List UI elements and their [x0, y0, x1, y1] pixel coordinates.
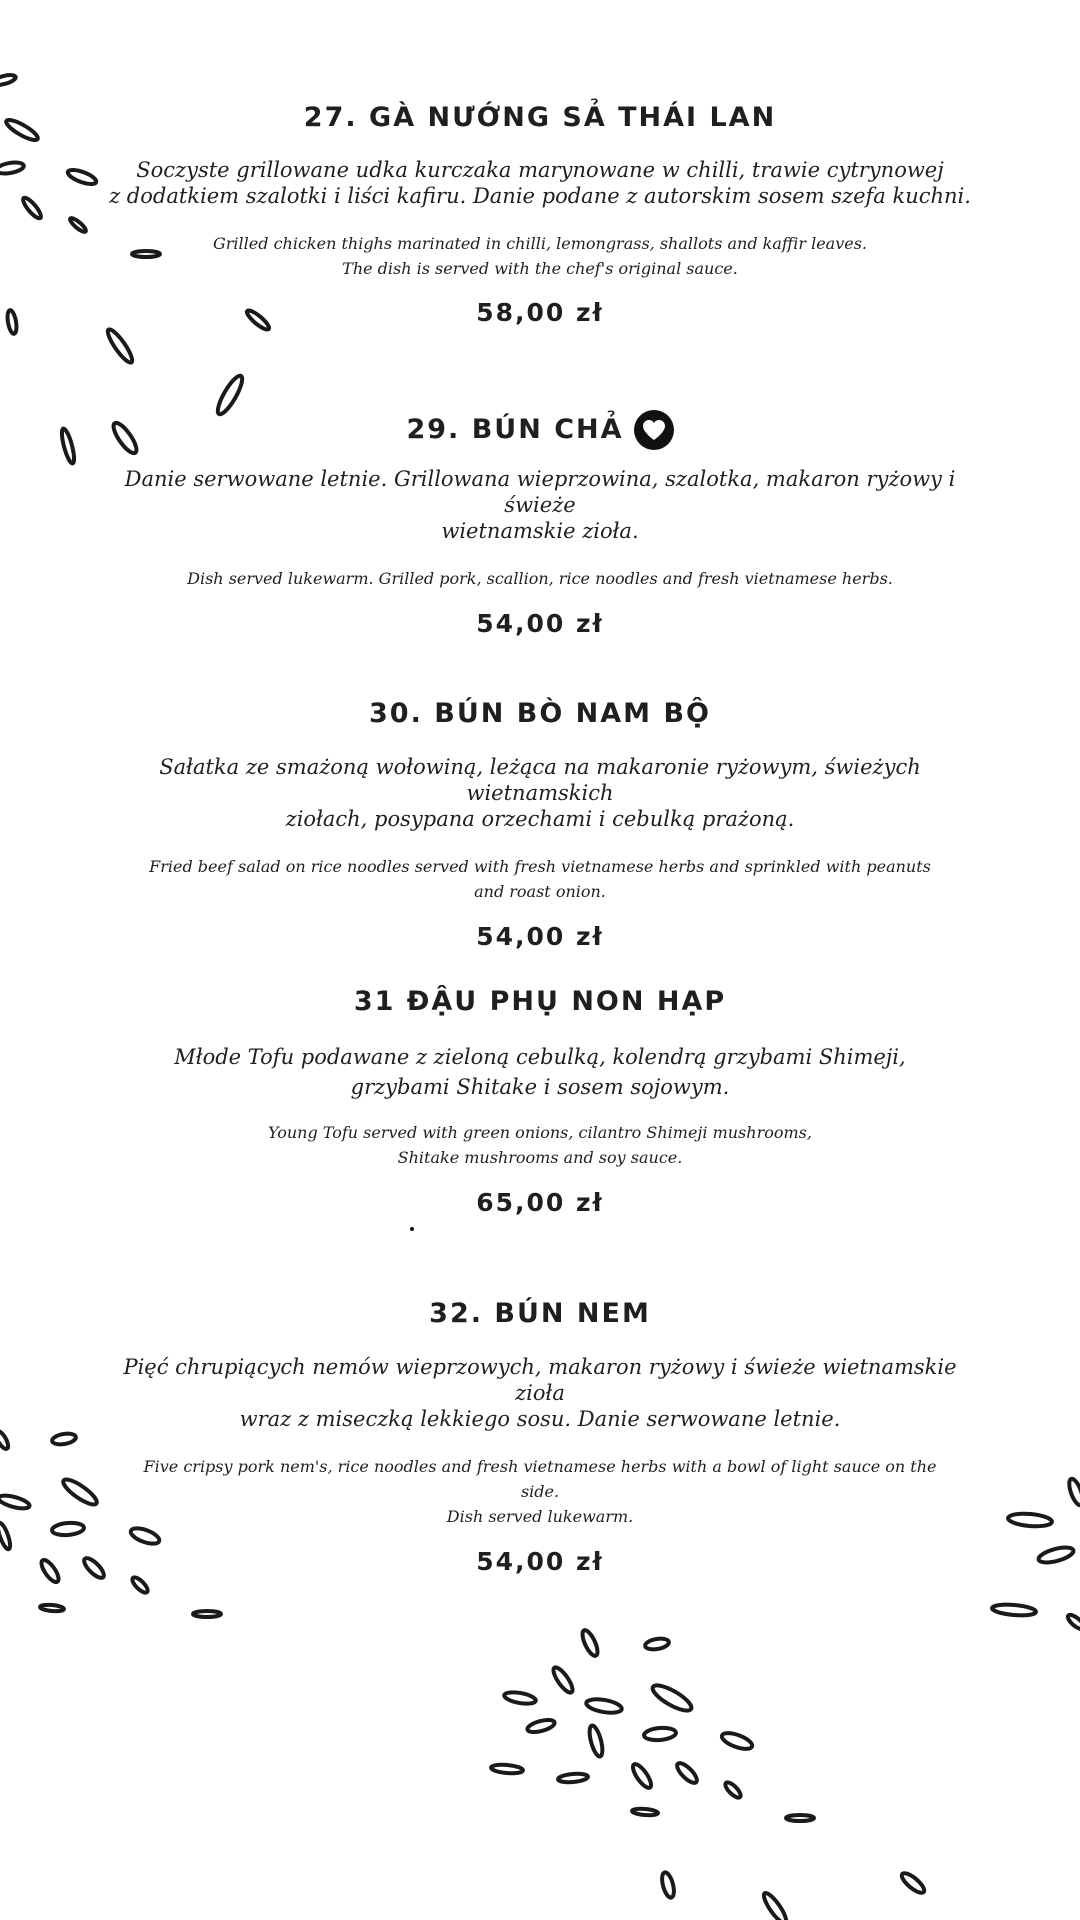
stray-dot: [410, 1227, 414, 1231]
description-polish-line: Młode Tofu podawane z zieloną cebulką, kolendrą grzybami Shimeji,: [174, 1045, 906, 1069]
description-polish: [100, 157, 980, 209]
description-english-line: Shitake mushrooms and soy sauce.: [397, 1148, 683, 1167]
price: 54,00 zł: [476, 1547, 604, 1576]
description-english-line: Dish served lukewarm. Grilled pork, scallion, rice noodles and fresh vietnamese herbs.: [187, 569, 893, 588]
description-english: [130, 854, 950, 904]
description-polish: [100, 466, 980, 544]
description-polish: [100, 1354, 980, 1432]
dish-title: [354, 982, 726, 1022]
dish-name: 27. GÀ NƯỚNG SẢ THÁI LAN: [303, 102, 777, 133]
description-polish-line: Soczyste grillowane udka kurczaka marynowane w chilli, trawie cytrynowej: [136, 158, 944, 182]
description-english-line: Fried beef salad on rice noodles served with fresh vietnamese herbs and sprinkled with peanuts: [149, 857, 931, 876]
price: 54,00 zł: [476, 609, 604, 638]
description-polish-line: ziołach, posypana orzechami i cebulką prażoną.: [285, 807, 795, 831]
dish-name: 30. BÚN BÒ NAM BỘ: [369, 698, 711, 729]
dish-title: [304, 98, 776, 138]
description-english: [130, 231, 950, 281]
description-english-line: and roast onion.: [474, 882, 606, 901]
dish-title: [429, 1294, 651, 1334]
description-polish-line: z dodatkiem szalotki i liści kafiru. Danie podane z autorskim sosem szefa kuchni.: [109, 184, 971, 208]
description-english: [130, 1120, 950, 1170]
dish-name: 29. BÚN CHẢ: [406, 414, 624, 445]
dish-name: 31 ĐẬU PHỤ NON HẠP: [353, 986, 727, 1017]
description-english: [130, 566, 950, 591]
description-polish-line: Pięć chrupiących nemów wieprzowych, makaron ryżowy i świeże wietnamskie zioła: [123, 1355, 957, 1405]
description-polish-line: wietnamskie zioła.: [441, 519, 639, 543]
price: 58,00 zł: [476, 298, 604, 327]
dish-name: 32. BÚN NEM: [429, 1298, 651, 1329]
description-english: [130, 1454, 950, 1529]
menu-item: [0, 1294, 1080, 1579]
description-polish-line: grzybami Shitake i sosem sojowym.: [350, 1075, 730, 1099]
dish-title: [369, 694, 711, 734]
heart-icon: [634, 410, 674, 450]
description-english-line: Dish served lukewarm.: [446, 1507, 634, 1526]
description-english-line: The dish is served with the chef's original sauce.: [342, 259, 738, 278]
description-english-line: Five cripsy pork nem's, rice noodles and fresh vietnamese herbs with a bowl of light sauce on the side.: [143, 1457, 937, 1501]
menu-item: [0, 98, 1080, 330]
menu-item: [0, 982, 1080, 1220]
menu-item: [0, 410, 1080, 641]
description-polish-line: Sałatka ze smażoną wołowiną, leżąca na makaronie ryżowym, świeżych wietnamskich: [159, 755, 921, 805]
description-polish-line: Danie serwowane letnie. Grillowana wieprzowina, szalotka, makaron ryżowy i świeże: [124, 467, 956, 517]
description-english-line: Grilled chicken thighs marinated in chilli, lemongrass, shallots and kaffir leaves.: [212, 234, 868, 253]
description-polish-line: wraz z miseczką lekkiego sosu. Danie serwowane letnie.: [239, 1407, 841, 1431]
description-polish: [100, 1042, 980, 1102]
price: 65,00 zł: [476, 1188, 604, 1217]
menu-item: [0, 694, 1080, 954]
description-english-line: Young Tofu served with green onions, cilantro Shimeji mushrooms,: [268, 1123, 812, 1142]
description-polish: [100, 754, 980, 832]
dish-title: [406, 410, 673, 450]
price: 54,00 zł: [476, 922, 604, 951]
